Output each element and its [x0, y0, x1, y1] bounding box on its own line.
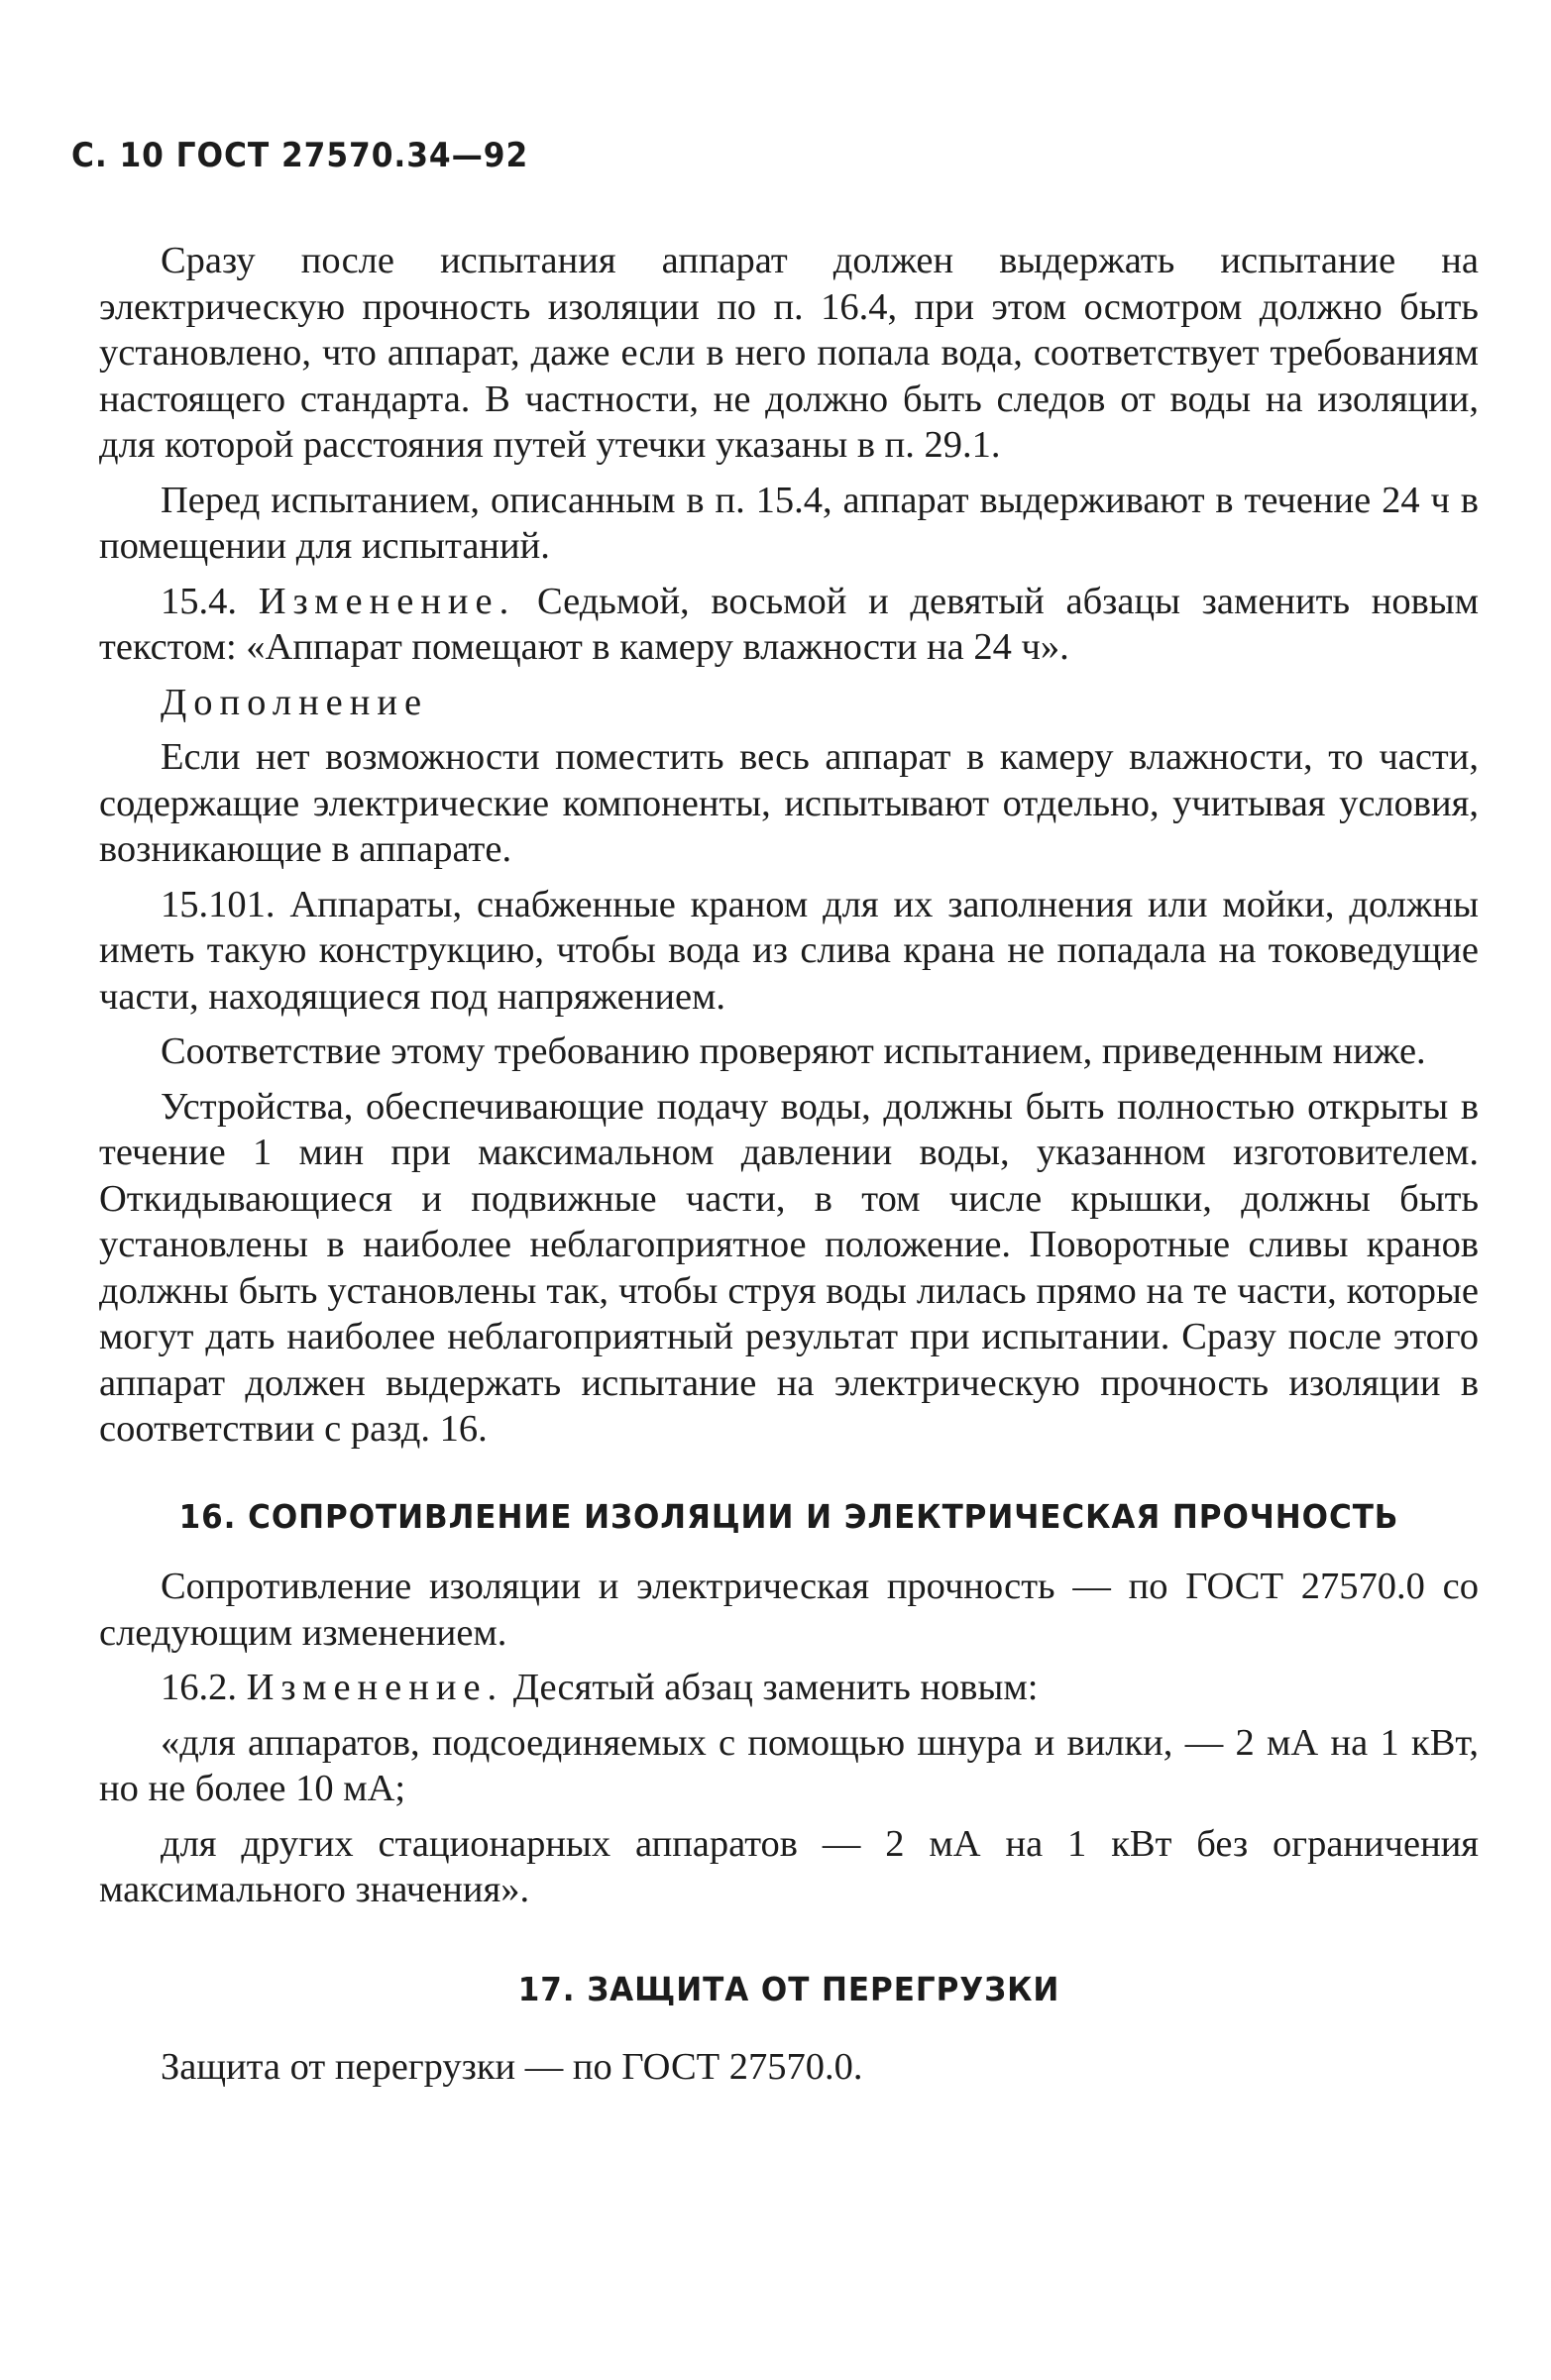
paragraph-water-supply: Устройства, обеспечивающие подачу воды, должны быть полностью открыты в течение 1 мин при максимальном давлении воды, указанном изготовителем. Откидывающиеся и подвижные части, в том числе крышки, должны быть установлены в наиболее неблагоприятное положение. Поворотные сливы кранов должны быть установлены так, чтобы струя воды лилась прямо на те части, которые могут дать наиболее неблагоприятный результат при испытании. Сразу после этого аппарат должен выдержать испытание на электрическую прочность изоляции в соответствии с разд. 16. [99, 1085, 1479, 1450]
clause-text: Седьмой, восьмой и девятый абзацы заменить новым текстом: «Аппарат помещают в камеру влажности на 24 ч». [99, 580, 1479, 668]
paragraph-plug-appliances: «для аппаратов, подсоединяемых с помощью шнура и вилки, — 2 мА на 1 кВт, но не более 10 мА; [99, 1721, 1479, 1809]
section-16-title: 16. СОПРОТИВЛЕНИЕ ИЗОЛЯЦИИ И ЭЛЕКТРИЧЕСКАЯ ПРОЧНОСТЬ [178, 1496, 1399, 1536]
paragraph-compliance: Соответствие этому требованию проверяют испытанием, приведенным ниже. [161, 1030, 1426, 1072]
addition-label-paragraph [99, 680, 1479, 726]
paragraph-stationary-appliances: для других стационарных аппаратов — 2 мА на 1 кВт без ограничения максимального значения». [99, 1822, 1479, 1910]
paragraph-15-101: 15.101. Аппараты, снабженные краном для их заполнения или мойки, должны иметь такую конструкцию, чтобы вода из слива крана не попадала на токоведущие части, находящиеся под напряжением. [99, 883, 1479, 1018]
clause-number: 16.2. [161, 1667, 237, 1708]
section-17-title: 17. ЗАЩИТА ОТ ПЕРЕГРУЗКИ [517, 1969, 1060, 2008]
paragraph-after-test: Сразу после испытания аппарат должен выдержать испытание на электрическую прочность изоляции по п. 16.4, при этом осмотром должно быть установлено, что аппарат, даже если в него попала вода, соответствует требованиям настоящего стандарта. В частности, не должно быть следов от воды на изоляции, для которой расстояния путей утечки указаны в п. 29.1. [99, 240, 1479, 466]
paragraph-15-4 [99, 579, 1479, 671]
section-17-text: Защита от перегрузки — по ГОСТ 27570.0. [161, 2046, 863, 2088]
section-16-intro: Сопротивление изоляции и электрическая прочность — по ГОСТ 27570.0 со следующим изменением. [99, 1566, 1479, 1654]
paragraph-humidity: Если нет возможности поместить весь аппарат в камеру влажности, то части, содержащие электрические компоненты, испытывают отдельно, учитывая условия, возникающие в аппарате. [99, 736, 1479, 870]
change-label: Изменение. [246, 1667, 504, 1708]
page-header: С. 10 ГОСТ 27570.34—92 [71, 136, 529, 175]
paragraph-16-2 [99, 1665, 1479, 1711]
document-body [99, 238, 1479, 2100]
change-label: Изменение. [258, 580, 516, 622]
clause-text: Десятый абзац заменить новым: [512, 1667, 1039, 1708]
clause-number: 15.4. [161, 580, 237, 622]
paragraph-before-test: Перед испытанием, описанным в п. 15.4, аппарат выдерживают в течение 24 ч в помещении для испытаний. [99, 479, 1479, 567]
addition-label: Дополнение [161, 681, 429, 723]
